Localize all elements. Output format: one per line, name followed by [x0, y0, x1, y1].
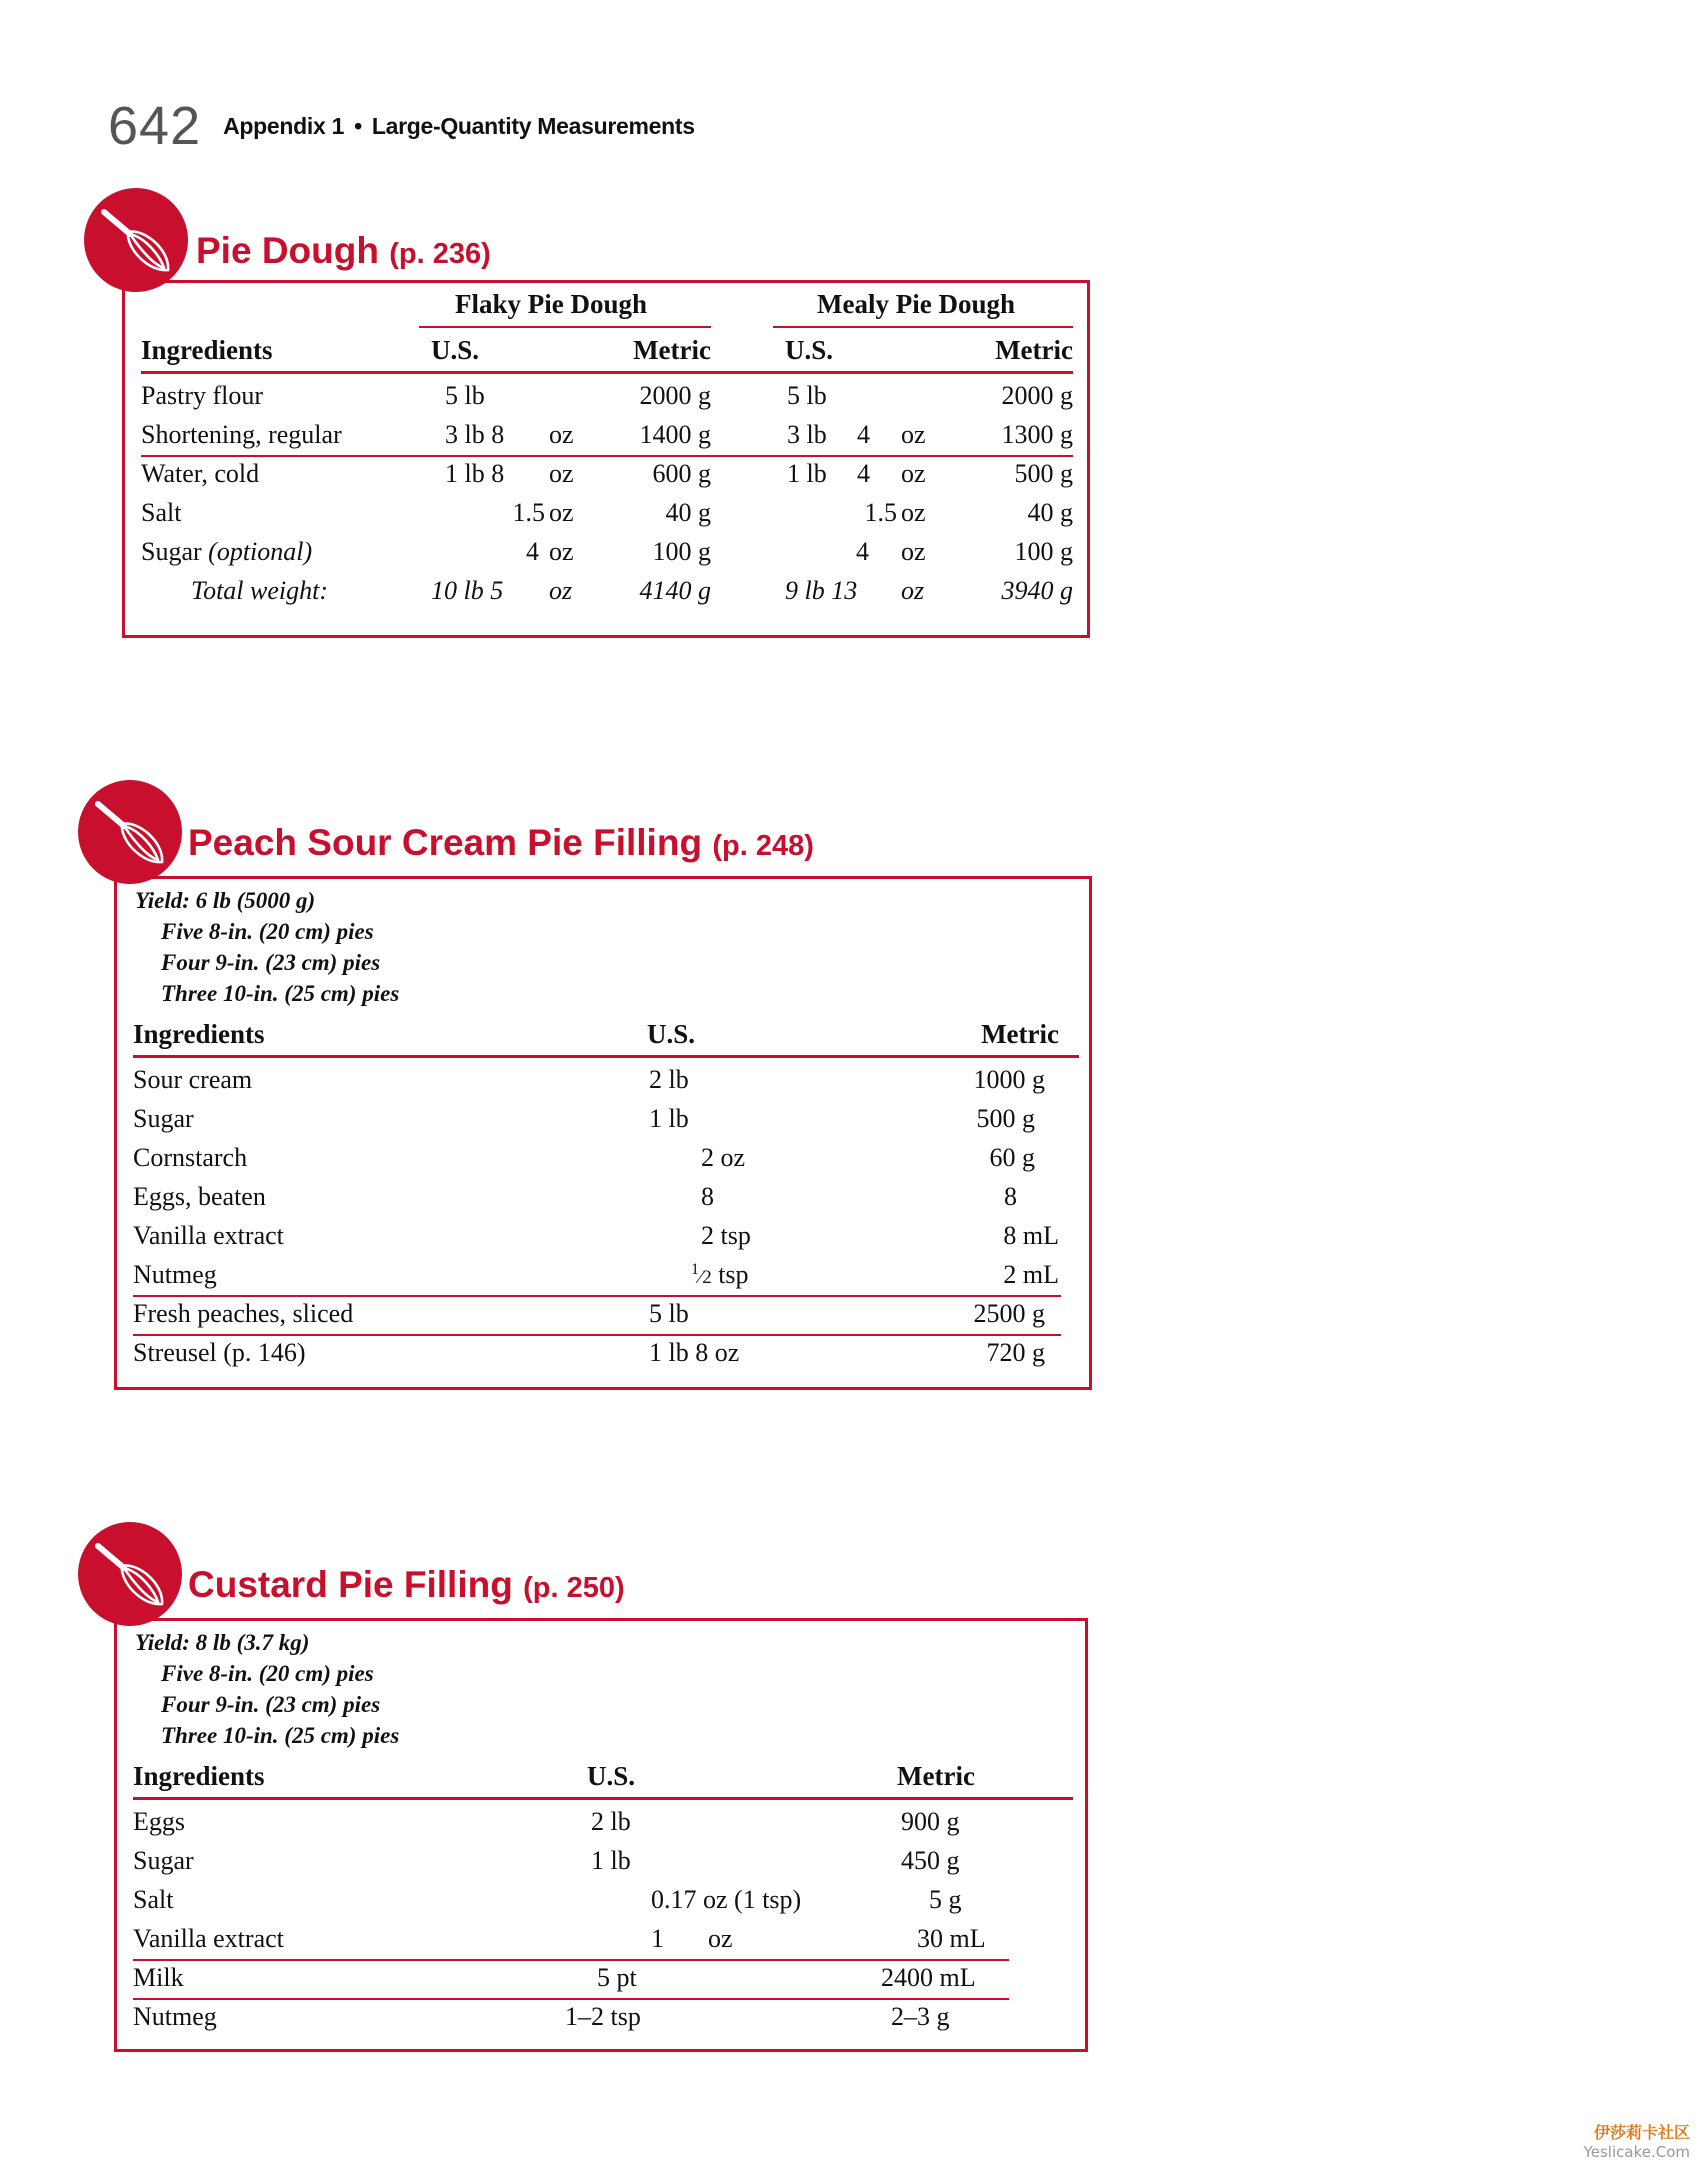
fraction-denominator: 2	[702, 1267, 712, 1288]
flaky-us-lb: 3 lb 8	[445, 420, 505, 449]
ingredient-name: Streusel (p. 146)	[133, 1338, 306, 1367]
mealy-us-oz: 4	[857, 459, 870, 488]
page-reference: (p. 248)	[712, 830, 814, 862]
mealy-metric: 100 g	[1014, 537, 1073, 566]
bullet-separator: •	[354, 112, 362, 139]
recipe-title	[188, 822, 814, 864]
flaky-total-metric: 4140 g	[639, 576, 711, 605]
mealy-us-oz: 4	[856, 537, 869, 566]
mealy-us-oz: 1.5	[864, 498, 897, 527]
mealy-us-unit: oz	[901, 498, 926, 527]
mealy-total-lb: 9 lb 13	[785, 576, 858, 605]
flaky-us-unit: oz	[549, 420, 574, 449]
flaky-us-unit: oz	[549, 459, 574, 488]
ingredient-name: Salt	[141, 498, 182, 527]
mealy-us-unit: oz	[901, 459, 926, 488]
yield-line: Five 8-in. (20 cm) pies	[161, 1661, 374, 1686]
ingredient-name: Eggs	[133, 1807, 185, 1836]
ingredient-name-note: (optional)	[208, 537, 313, 566]
page-number: 642	[108, 96, 202, 156]
yield-block	[135, 1627, 399, 1751]
mealy-us-lb: 5 lb	[787, 381, 827, 410]
col-metric: Metric	[897, 1761, 975, 1791]
col-metric-mealy: Metric	[995, 335, 1073, 365]
ingredient-name: Vanilla extract	[133, 1221, 284, 1250]
mealy-total-unit: oz	[901, 576, 925, 605]
yield-line: Four 9-in. (23 cm) pies	[161, 1692, 381, 1717]
metric-amount: 2400 mL	[881, 1963, 976, 1992]
fraction-numerator: 1	[691, 1261, 699, 1278]
page-header	[108, 96, 695, 156]
flaky-metric: 2000 g	[639, 381, 711, 410]
us-amount: 2 tsp	[701, 1221, 751, 1250]
watermark-cn: 伊莎莉卡社区	[1593, 2123, 1690, 2142]
ingredient-name: Pastry flour	[141, 381, 264, 410]
flaky-us-oz: 4	[526, 537, 539, 566]
recipe-title	[188, 1564, 625, 1606]
us-unit: tsp	[718, 1260, 749, 1289]
whisk-icon	[78, 780, 182, 884]
col-us-flaky: U.S.	[431, 335, 480, 365]
metric-amount: 720 g	[986, 1338, 1045, 1367]
us-amount: 5 pt	[597, 1963, 637, 1992]
us-amount: 1 lb 8 oz	[649, 1338, 740, 1367]
group-heading-mealy: Mealy Pie Dough	[817, 289, 1015, 319]
page-reference: (p. 236)	[389, 238, 491, 270]
ingredient-name: Sugar	[133, 1104, 194, 1133]
recipe-table-box	[114, 1618, 1088, 2052]
mealy-us-oz: 4	[857, 420, 870, 449]
us-amount: 8	[701, 1182, 714, 1211]
header-rule	[141, 371, 1073, 374]
row-rule	[133, 1334, 1061, 1336]
flaky-us-oz: 1.5	[512, 498, 545, 527]
mealy-total-metric: 3940 g	[1001, 576, 1073, 605]
us-unit: oz	[708, 1924, 733, 1953]
flaky-total-lb: 10 lb 5	[431, 576, 504, 605]
col-ingredients: Ingredients	[133, 1019, 265, 1049]
ingredient-name: Shortening, regular	[141, 420, 342, 449]
header-rule	[133, 1055, 1079, 1058]
mealy-us-unit: oz	[901, 537, 926, 566]
mealy-metric: 500 g	[1014, 459, 1073, 488]
yield-line: Five 8-in. (20 cm) pies	[161, 919, 374, 944]
ingredient-name: Eggs, beaten	[133, 1182, 266, 1211]
total-weight-label: Total weight:	[191, 576, 329, 605]
us-amount	[651, 1924, 733, 1954]
mealy-us-lb: 3 lb	[787, 420, 827, 449]
col-us: U.S.	[587, 1761, 636, 1791]
title-text: Custard Pie Filling	[188, 1564, 513, 1605]
col-metric-flaky: Metric	[633, 335, 711, 365]
recipe-custard-pie-filling	[78, 1522, 1088, 2052]
title-text: Pie Dough	[196, 230, 379, 271]
group-rule-mealy	[773, 326, 1073, 328]
mealy-metric: 2000 g	[1001, 381, 1073, 410]
ingredient-name: Sugar	[133, 1846, 194, 1875]
metric-amount: 1000 g	[973, 1065, 1045, 1094]
ingredient-name: Vanilla extract	[133, 1924, 284, 1953]
metric-amount: 2–3 g	[891, 2002, 950, 2031]
yield-line: Four 9-in. (23 cm) pies	[161, 950, 381, 975]
group-heading-flaky: Flaky Pie Dough	[455, 289, 648, 319]
ingredient-name: Sour cream	[133, 1065, 253, 1094]
col-ingredients: Ingredients	[133, 1761, 265, 1791]
ingredient-name: Water, cold	[141, 459, 260, 488]
metric-amount: 8	[1004, 1182, 1017, 1211]
flaky-metric: 1400 g	[639, 420, 711, 449]
row-rule	[133, 1295, 1061, 1297]
metric-amount: 450 g	[901, 1846, 960, 1875]
page-reference: (p. 250)	[523, 1572, 625, 1604]
flaky-us-lb: 1 lb 8	[445, 459, 505, 488]
us-amount: 2 lb	[591, 1807, 631, 1836]
flaky-us-unit: oz	[549, 537, 574, 566]
us-amount: 1 lb	[591, 1846, 631, 1875]
section-label: Large-Quantity Measurements	[371, 112, 695, 139]
flaky-metric: 40 g	[665, 498, 711, 527]
flaky-total-unit: oz	[549, 576, 573, 605]
flaky-metric: 600 g	[652, 459, 711, 488]
title-text: Peach Sour Cream Pie Filling	[188, 822, 703, 863]
us-amount: 0.17 oz (1 tsp)	[651, 1885, 802, 1914]
col-metric: Metric	[981, 1019, 1059, 1049]
ingredient-name: Nutmeg	[133, 2002, 217, 2031]
running-head	[223, 113, 695, 140]
appendix-label: Appendix 1	[223, 112, 345, 139]
metric-amount: 60 g	[989, 1143, 1035, 1172]
recipe-pie-dough	[84, 188, 1090, 638]
metric-amount: 5 g	[929, 1885, 962, 1914]
flaky-us-unit: oz	[549, 498, 574, 527]
metric-amount: 2 mL	[1003, 1260, 1059, 1289]
us-amount: 2 lb	[649, 1065, 689, 1094]
metric-amount: 2500 g	[973, 1299, 1045, 1328]
metric-amount: 500 g	[976, 1104, 1035, 1133]
yield-line: Three 10-in. (25 cm) pies	[161, 981, 400, 1006]
group-rule-flaky	[419, 326, 711, 328]
recipe-peach-sour-cream	[78, 780, 1092, 1390]
metric-amount: 900 g	[901, 1807, 960, 1836]
mealy-metric: 1300 g	[1001, 420, 1073, 449]
us-amount: 1–2 tsp	[565, 2002, 641, 2031]
us-amount: 1 lb	[649, 1104, 689, 1133]
col-us: U.S.	[647, 1019, 696, 1049]
header-rule	[133, 1797, 1073, 1800]
metric-amount: 30 mL	[917, 1924, 986, 1953]
row-rule	[133, 1998, 1009, 2000]
watermark-en: Yeslicake.Com	[1583, 2143, 1690, 2161]
ingredient-name: Cornstarch	[133, 1143, 248, 1172]
row-rule	[133, 1959, 1009, 1961]
yield-total: Yield: 6 lb (5000 g)	[135, 888, 316, 913]
metric-amount: 8 mL	[1003, 1221, 1059, 1250]
ingredient-name: Salt	[133, 1885, 174, 1914]
col-ingredients: Ingredients	[141, 335, 273, 365]
ingredient-name: Nutmeg	[133, 1260, 217, 1289]
ingredient-name-plain: Sugar	[141, 537, 202, 566]
fraction-half: $^1$⁄2	[691, 1261, 712, 1288]
yield-total: Yield: 8 lb (3.7 kg)	[135, 1630, 310, 1655]
row-rule	[141, 455, 1073, 457]
mealy-us-unit: oz	[901, 420, 926, 449]
flaky-metric: 100 g	[652, 537, 711, 566]
us-number: 1	[651, 1924, 664, 1953]
yield-block	[135, 885, 399, 1009]
ingredient-name: Milk	[133, 1963, 184, 1992]
ingredient-name: Fresh peaches, sliced	[133, 1299, 354, 1328]
whisk-icon	[78, 1522, 182, 1626]
site-watermark	[1584, 2120, 1690, 2161]
whisk-icon	[84, 188, 188, 292]
us-amount: 5 lb	[649, 1299, 689, 1328]
recipe-title	[196, 230, 491, 272]
mealy-metric: 40 g	[1027, 498, 1073, 527]
us-amount	[691, 1260, 749, 1290]
recipe-table-box	[114, 876, 1092, 1390]
mealy-us-lb: 1 lb	[787, 459, 827, 488]
us-amount: 2 oz	[701, 1143, 746, 1172]
yield-line: Three 10-in. (25 cm) pies	[161, 1723, 400, 1748]
flaky-us-lb: 5 lb	[445, 381, 485, 410]
recipe-table-box	[122, 280, 1090, 638]
col-us-mealy: U.S.	[785, 335, 834, 365]
ingredient-name	[141, 537, 312, 567]
